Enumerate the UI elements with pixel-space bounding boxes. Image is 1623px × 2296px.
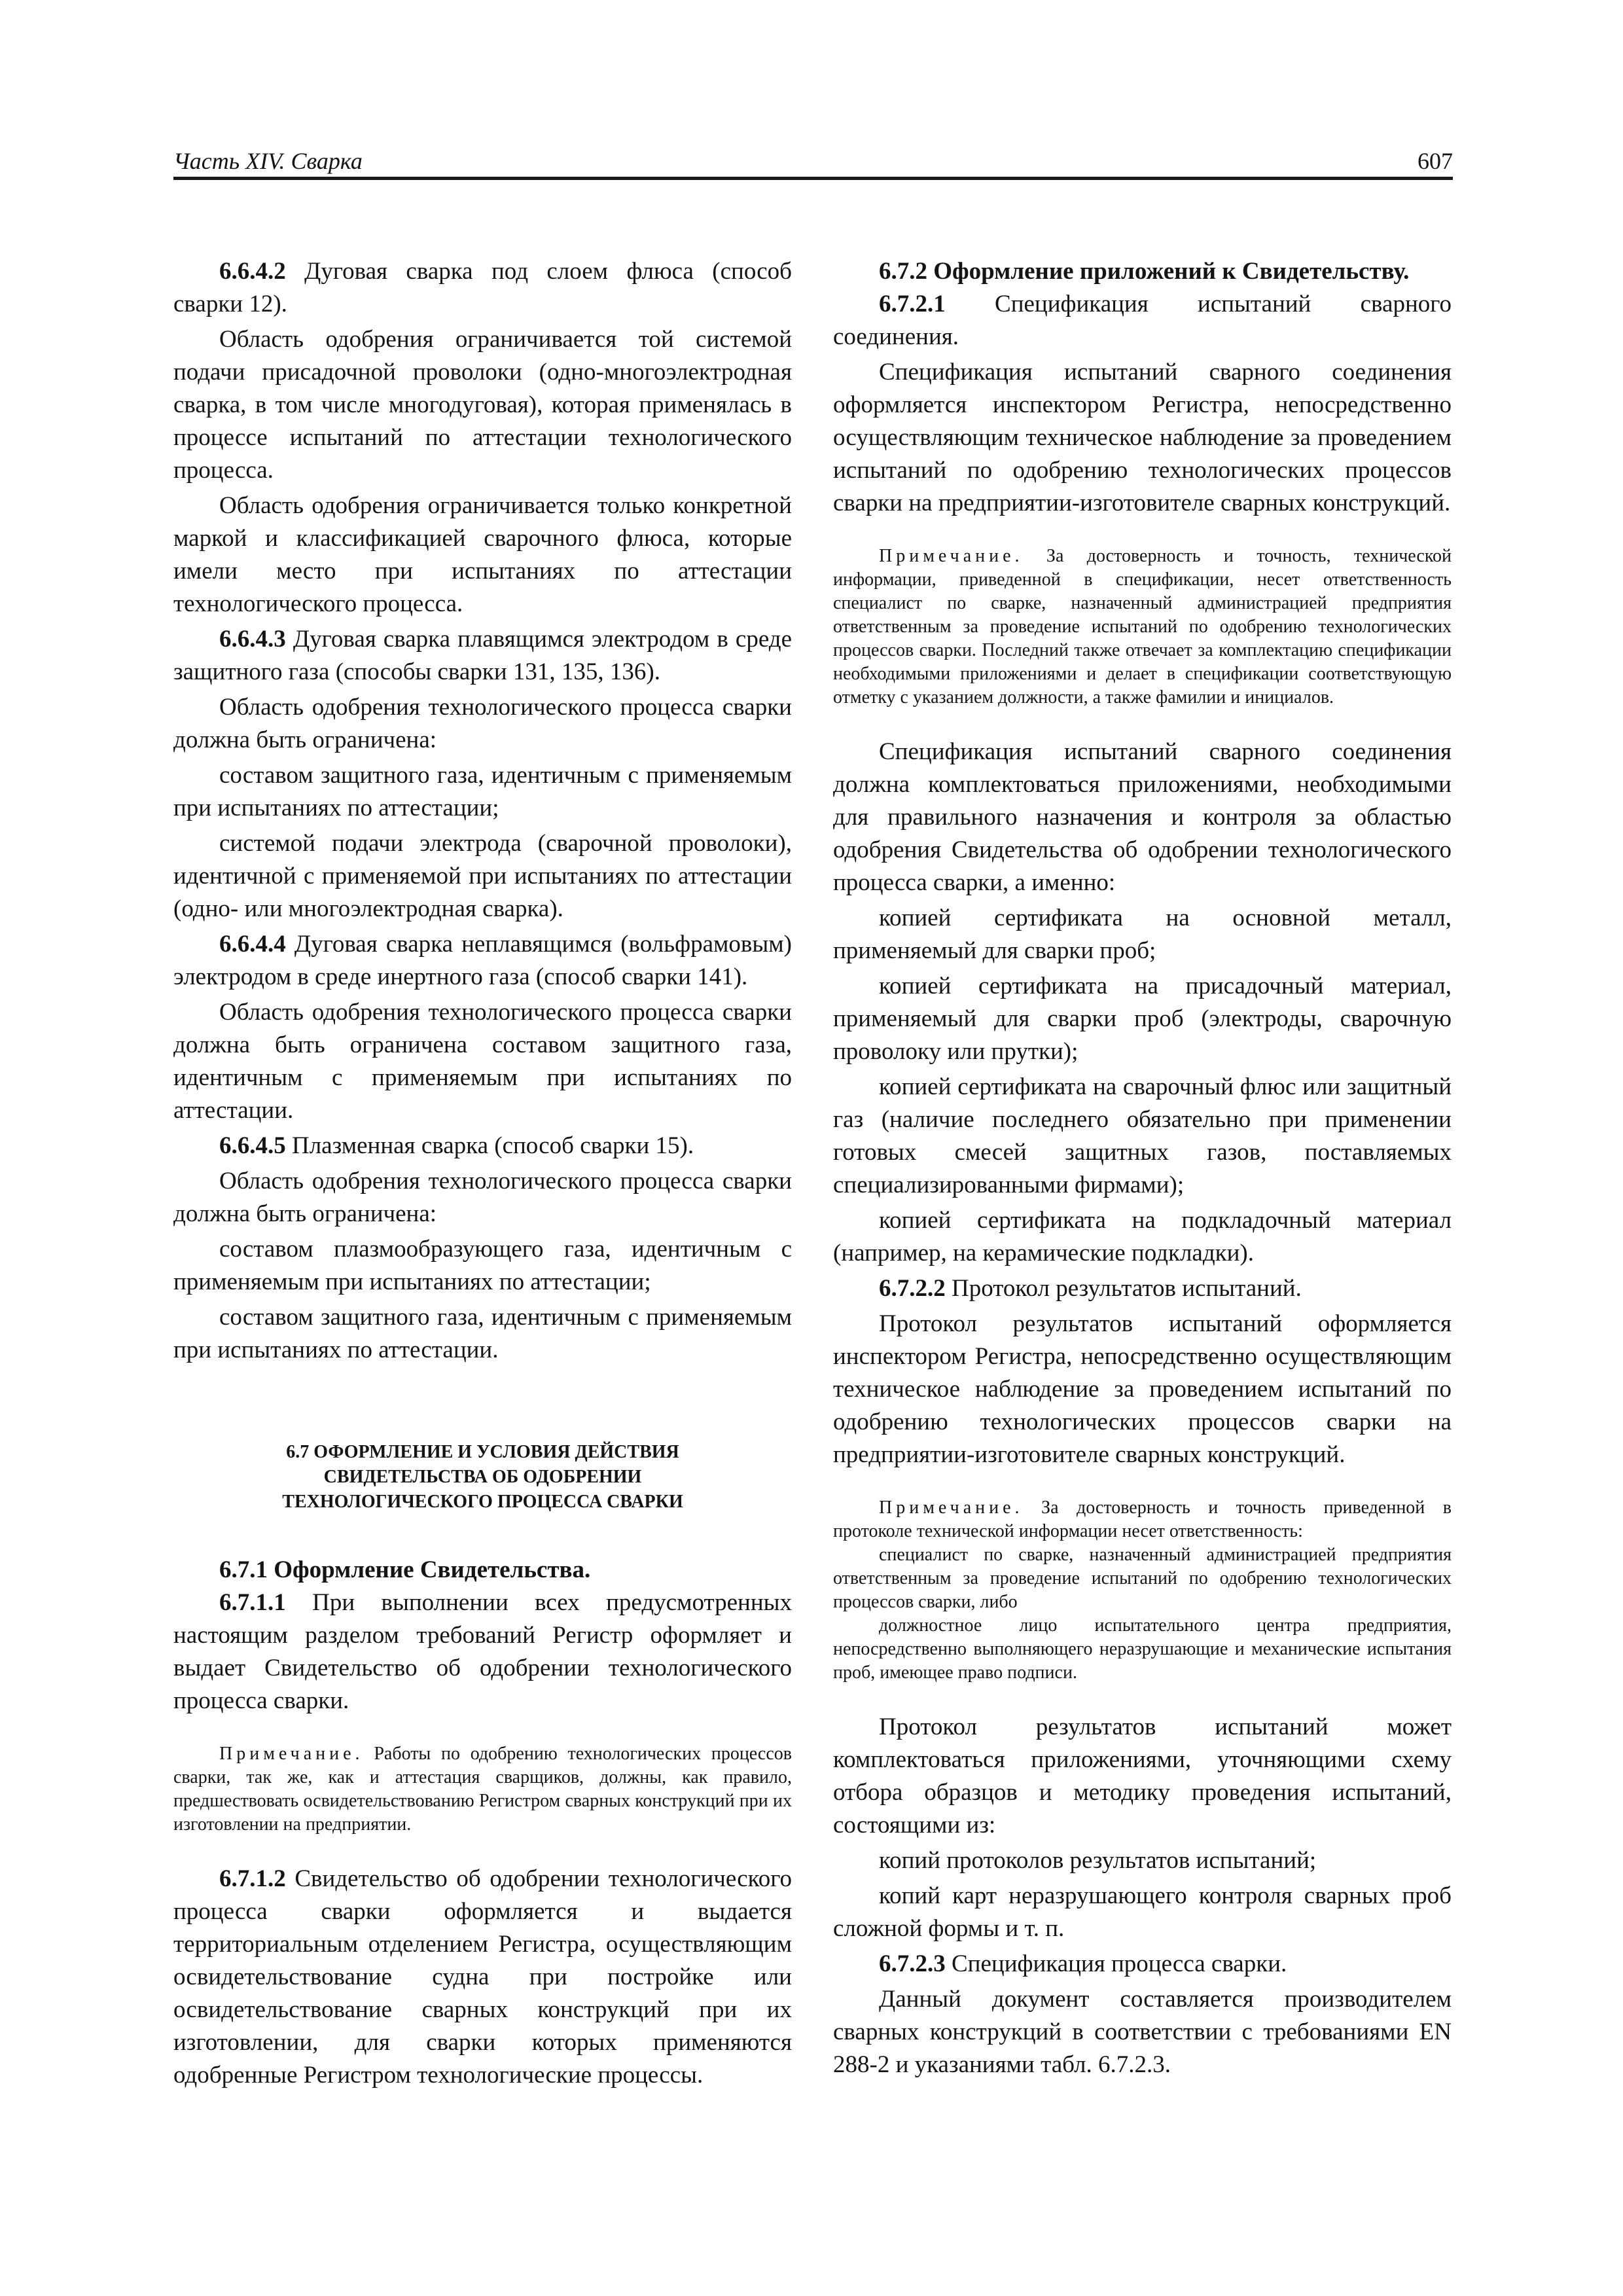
note-item: специалист по сварке, назначенный администрацией предприятия ответственным за проведение испытаний по одобрению технологических процессов сварки, либо	[833, 1545, 1452, 1612]
section-heading-line: 6.7 ОФОРМЛЕНИЕ И УСЛОВИЯ ДЕЙСТВИЯ	[286, 1442, 679, 1462]
paragraph-6-6-4-4	[173, 928, 792, 994]
list-item: системой подачи электрода (сварочной проволоки), идентичной с применяемой при испытаниях по аттестации (одно- или многоэлектродная сварка).	[173, 830, 792, 922]
subsection-title-6-7-2: 6.7.2 Оформление приложений к Свидетельству.	[879, 258, 1410, 285]
clause-text: Протокол результатов испытаний.	[945, 1275, 1302, 1302]
clause-number: 6.6.4.2	[219, 258, 286, 285]
note-text: За достоверность и точность приведенной в протоколе технической информации несет ответственность:	[833, 1498, 1452, 1541]
clause-text: При выполнении всех предусмотренных настоящим разделом требований Регистр оформляет и выдает Свидетельство об одобрении технологического процесса сварки.	[173, 1589, 792, 1714]
list-item: копий карт неразрушающего контроля сварных проб сложной формы и т. п.	[833, 1882, 1452, 1942]
note-label: Примечание.	[879, 1498, 1024, 1518]
running-head	[173, 143, 1453, 179]
section-heading-6-7	[173, 1440, 792, 1515]
paragraph-6-7-2-3	[833, 1948, 1452, 1981]
paragraph: Область одобрения технологического процесса сварки должна быть ограничена:	[173, 1168, 792, 1227]
clause-text: Дуговая сварка неплавящимся (вольфрамовым) электродом в среде инертного газа (способ сварки 141).	[173, 931, 792, 990]
clause-number: 6.6.4.5	[219, 1132, 286, 1159]
paragraph: Протокол результатов испытаний может комплектоваться приложениями, уточняющими схему отбора образцов и методику проведения испытаний, состоящими из:	[833, 1713, 1452, 1839]
list-item: составом плазмообразующего газа, идентичным с применяемым при испытаниях по аттестации;	[173, 1236, 792, 1295]
list-item: составом защитного газа, идентичным с применяемым при испытаниях по аттестации.	[173, 1304, 792, 1363]
note-intro	[833, 1496, 1452, 1543]
section-heading-line: ТЕХНОЛОГИЧЕСКОГО ПРОЦЕССА СВАРКИ	[282, 1492, 683, 1512]
note-item: должностное лицо испытательного центра предприятия, непосредственно выполняющего неразрушающие и механические испытания проб, имеющее право подписи.	[833, 1615, 1452, 1683]
list-item: копией сертификата на основной металл, применяемый для сварки проб;	[833, 905, 1452, 964]
clause-text: Свидетельство об одобрении технологического процесса сварки оформляется и выдается территориальным отделением Регистра, осуществляющим освидетельствование судна при постройке или освидетельствование сварных конструкций при их изготовлении, для сварки которых применяются одобренные Регистром технологические процессы.	[173, 1865, 792, 2089]
paragraph: Данный документ составляется производителем сварных конструкций в соответствии с требованиями EN 288-2 и указаниями табл. 6.7.2.3.	[833, 1986, 1452, 2078]
paragraph-6-7-2-2	[833, 1272, 1452, 1305]
paragraph-6-7-2-1	[833, 288, 1452, 353]
clause-number: 6.7.2.1	[879, 291, 946, 317]
paragraph-6-7-1-1	[173, 1587, 792, 1717]
left-column	[173, 255, 792, 2092]
paragraph: Область одобрения ограничивается только конкретной маркой и классификацией сварочного флюса, которые имели место при испытаниях по аттестации технологического процесса.	[173, 492, 792, 617]
list-item: копией сертификата на сварочный флюс или защитный газ (наличие последнего обязательно при применении готовых смесей защитных газов, поставляемых специализированными фирмами);	[833, 1073, 1452, 1198]
paragraph-6-6-4-3	[173, 623, 792, 689]
note-label: Примечание.	[219, 1744, 364, 1764]
paragraph-6-6-4-2	[173, 255, 792, 321]
list-item: копией сертификата на присадочный материал, применяемый для сварки проб (электроды, сварочную проволоку или прутки);	[833, 973, 1452, 1065]
clause-text: Плазменная сварка (способ сварки 15).	[285, 1132, 694, 1159]
clause-number: 6.7.2.3	[879, 1950, 946, 1977]
section-heading-line: СВИДЕТЕЛЬСТВА ОБ ОДОБРЕНИИ	[323, 1467, 642, 1487]
list-item: составом защитного газа, идентичным с применяемым при испытаниях по аттестации;	[173, 762, 792, 821]
list-item: копией сертификата на подкладочный материал (например, на керамические подкладки).	[833, 1207, 1452, 1266]
note	[833, 545, 1452, 709]
paragraph-6-6-4-5	[173, 1130, 792, 1162]
note	[173, 1742, 792, 1837]
clause-number: 6.7.1.2	[219, 1865, 286, 1892]
clause-number: 6.7.1.1	[219, 1589, 286, 1616]
clause-number: 6.7.2.2	[879, 1275, 946, 1302]
page-number: 607	[1418, 148, 1453, 174]
header-rule	[173, 177, 1453, 180]
paragraph: Спецификация испытаний сварного соединения оформляется инспектором Регистра, непосредственно осуществляющим техническое наблюдение за проведением испытаний по одобрению технологических процессов сварки на предприятии-изготовителе сварных конструкций.	[833, 359, 1452, 516]
note-label: Примечание.	[879, 546, 1024, 566]
note-text: За достоверность и точность, технической информации, приведенной в спецификации, несет ответственность специалист по сварке, назначенный администрацией предприятия ответственным за проведение испытаний по одобрению технологических процессов сварки. Последний также отвечает за комплектацию спецификации необходимыми приложениями и делает в спецификации соответствующую отметку с указанием должности, а также фамилии и инициалов.	[833, 546, 1452, 708]
clause-number: 6.6.4.4	[219, 931, 286, 958]
clause-text: Спецификация испытаний сварного соединения.	[833, 291, 1452, 350]
clause-text: Дуговая сварка под слоем флюса (способ сварки 12).	[173, 258, 792, 317]
paragraph: Область одобрения технологического процесса сварки должна быть ограничена:	[173, 694, 792, 753]
subsection-title-6-7-1: 6.7.1 Оформление Свидетельства.	[219, 1556, 591, 1583]
paragraph: Спецификация испытаний сварного соединения должна комплектоваться приложениями, необходимыми для правильного назначения и контроля за областью одобрения Свидетельства об одобрении технологического процесса сварки, а именно:	[833, 738, 1452, 896]
paragraph: Протокол результатов испытаний оформляется инспектором Регистра, непосредственно осуществляющим техническое наблюдение за проведением испытаний по одобрению технологических процессов сварки на предприятии-изготовителе сварных конструкций.	[833, 1310, 1452, 1468]
clause-number: 6.6.4.3	[219, 626, 286, 653]
clause-text: Дуговая сварка плавящимся электродом в среде защитного газа (способы сварки 131, 135, 136).	[173, 626, 792, 685]
note-text: Работы по одобрению технологических процессов сварки, так же, как и аттестация сварщиков, должны, как правило, предшествовать освидетельствованию Регистром сварных конструкций при их изготовлении на предприятии.	[173, 1744, 792, 1835]
running-head-title: Часть XIV. Сварка	[173, 148, 363, 174]
list-item: копий протоколов результатов испытаний;	[879, 1847, 1317, 1874]
paragraph: Область одобрения технологического процесса сварки должна быть ограничена составом защитного газа, идентичным с применяемым при испытаниях по аттестации.	[173, 999, 792, 1124]
paragraph: Область одобрения ограничивается той системой подачи присадочной проволоки (одно-многоэлектродная сварка, в том числе многодуговая), которая применялась в процессе испытаний по аттестации технологического процесса.	[173, 326, 792, 484]
note	[833, 1496, 1452, 1685]
right-column	[833, 255, 1452, 2081]
paragraph-6-7-1-2	[173, 1863, 792, 2092]
clause-text: Спецификация процесса сварки.	[945, 1950, 1287, 1977]
